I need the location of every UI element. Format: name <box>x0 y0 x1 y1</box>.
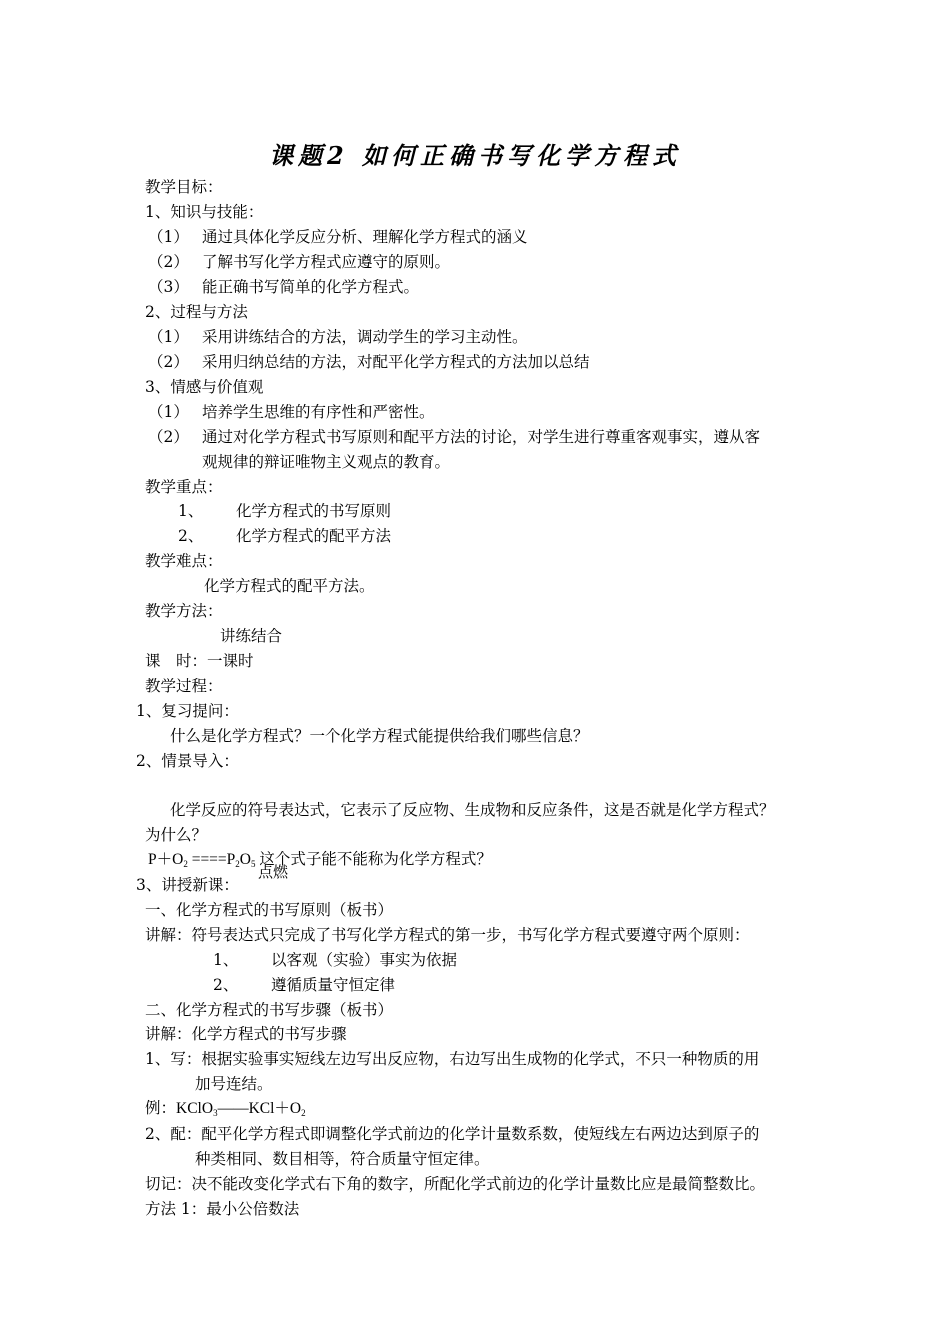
step-balance: 2、配：配平化学方程式即调整化学式前边的化学计量数系数，使短线左右两边达到原子的 <box>145 1125 760 1143</box>
period-text: 课 时：一课时 <box>145 652 254 670</box>
section-knowledge: 1、知识与技能： <box>145 203 264 221</box>
item-number: 1、 <box>213 951 239 969</box>
principles-explain: 讲解：符号表达式只完成了书写化学方程式的第一步，书写化学方程式要遵守两个原则： <box>145 926 750 944</box>
section-principles: 一、化学方程式的书写原则（板书） <box>145 901 394 919</box>
method-text: 讲练结合 <box>220 627 283 645</box>
page-title: 课题2 如何正确书写化学方程式 <box>268 141 682 170</box>
item-text: 以客观（实验）事实为依据 <box>271 951 458 969</box>
list-item <box>148 277 420 297</box>
list-item <box>148 352 590 372</box>
list-item <box>148 427 761 447</box>
section-values: 3、情感与价值观 <box>145 378 264 396</box>
section-process-method: 2、过程与方法 <box>145 303 248 321</box>
item-text: 遵循质量守恒定律 <box>271 976 396 994</box>
item-number: （3） <box>148 278 189 296</box>
item-text: 采用归纳总结的方法，对配平化学方程式的方法加以总结 <box>202 353 590 371</box>
reminder-note: 切记：决不能改变化学式右下角的数字，所配化学式前边的化学计量数比应是最简整数比。 <box>145 1175 766 1193</box>
keypoints-heading: 教学重点： <box>145 478 223 496</box>
difficulty-text: 化学方程式的配平方法。 <box>204 577 375 595</box>
list-item <box>213 975 396 995</box>
difficulty-heading: 教学难点： <box>145 552 223 570</box>
item-number: （1） <box>148 228 189 246</box>
intro-paragraph: 化学反应的符号表达式，它表示了反应物、生成物和反应条件，这是否就是化学方程式？ <box>170 801 775 819</box>
list-item <box>148 327 528 347</box>
example-label: 例： <box>145 1100 177 1117</box>
item-number: （1） <box>148 403 189 421</box>
step-write: 1、写：根据实验事实短线左边写出反应物，右边写出生成物的化学式，不只一种物质的用 <box>145 1050 760 1068</box>
list-item-continuation: 观规律的辩证唯物主义观点的教育。 <box>202 453 451 471</box>
item-text: 能正确书写简单的化学方程式。 <box>202 278 420 296</box>
process-heading: 教学过程： <box>145 677 223 695</box>
steps-explain: 讲解：化学方程式的书写步骤 <box>145 1025 347 1043</box>
item-number: （2） <box>148 253 189 271</box>
intro-paragraph-cont: 为什么？ <box>145 826 208 844</box>
list-item <box>148 227 528 247</box>
item-text: 了解书写化学方程式应遵守的原则。 <box>202 253 451 271</box>
item-number: 1、 <box>178 502 204 520</box>
item-text: 培养学生思维的有序性和严密性。 <box>202 403 435 421</box>
method-lcm: 方法 1：最小公倍数法 <box>145 1200 300 1218</box>
new-lesson-heading: 3、讲授新课： <box>136 876 239 894</box>
step-balance-cont: 种类相同、数目相等，符合质量守恒定律。 <box>195 1150 490 1168</box>
list-item <box>213 950 458 970</box>
item-number: 2、 <box>178 527 204 545</box>
item-text: 采用讲练结合的方法，调动学生的学习主动性。 <box>202 328 528 346</box>
objectives-heading: 教学目标： <box>145 178 223 196</box>
item-text: 化学方程式的书写原则 <box>236 502 392 520</box>
item-number: （2） <box>148 353 189 371</box>
example-equation: 例：$KClO_3——KCl+O_2$ <box>145 1100 306 1118</box>
intro-heading: 2、情景导入： <box>136 752 239 770</box>
list-item <box>178 526 392 546</box>
step-write-cont: 加号连结。 <box>195 1075 273 1093</box>
item-text: 通过对化学方程式书写原则和配平方法的讨论，对学生进行尊重客观事实，遵从客 <box>202 428 761 446</box>
review-question: 什么是化学方程式？一个化学方程式能提供给我们哪些信息？ <box>170 727 589 745</box>
item-number: （1） <box>148 328 189 346</box>
section-steps: 二、化学方程式的书写步骤（板书） <box>145 1001 394 1019</box>
list-item <box>148 252 451 272</box>
equation-question: 这个式子能不能称为化学方程式？ <box>259 851 492 868</box>
item-number: （2） <box>148 428 189 446</box>
condition-label: 点燃 <box>258 863 289 881</box>
method-heading: 教学方法： <box>145 602 223 620</box>
item-text: 化学方程式的配平方法 <box>236 527 392 545</box>
equation-phosphorus: $P+O_2 ====P_2O_5$ 这个式子能不能称为化学方程式？ <box>148 851 492 869</box>
list-item <box>148 402 435 422</box>
item-text: 通过具体化学反应分析、理解化学方程式的涵义 <box>202 228 528 246</box>
item-number: 2、 <box>213 976 239 994</box>
list-item <box>178 501 392 521</box>
review-heading: 1、复习提问： <box>136 702 239 720</box>
